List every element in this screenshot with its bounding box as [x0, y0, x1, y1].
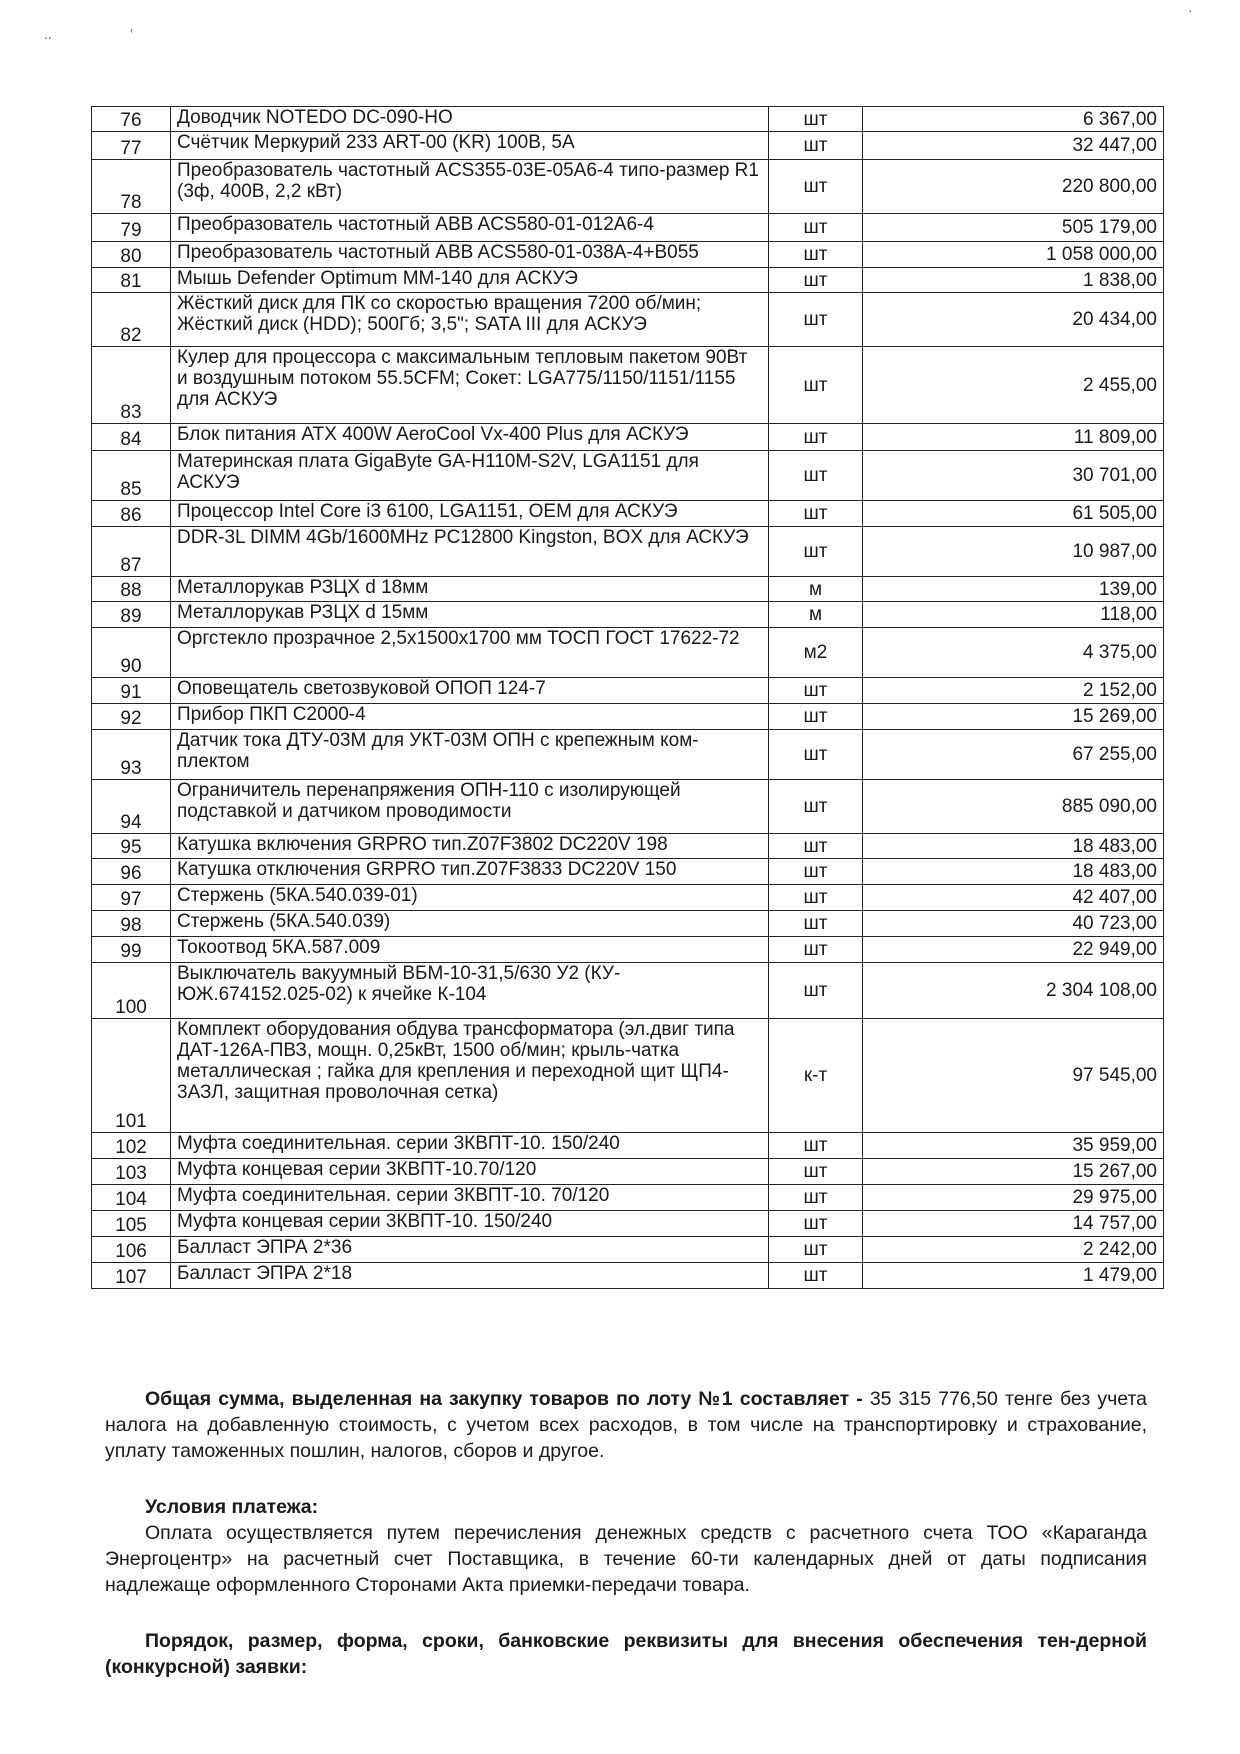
row-number: 88	[92, 577, 171, 602]
row-number: 99	[92, 937, 171, 963]
row-number: 107	[92, 1263, 171, 1289]
row-number: 102	[92, 1133, 171, 1159]
item-price: 2 304 108,00	[863, 963, 1164, 1019]
table-row	[92, 1211, 1164, 1237]
table-row	[92, 451, 1164, 501]
total-rest: тенге без учета налога на добавленную стоимость, с учетом всех расходов, в том числе на транспортировку и страхование, уплату таможенных пошлин, налогов, сборов и другое.	[105, 1388, 1148, 1462]
item-price: 40 723,00	[863, 911, 1164, 937]
payment-paragraph: Оплата осуществляется путем перечисления денежных средств с расчетного счета ТОО «Караганда Энергоцентр» на расчетный счет Поставщика, в течение 60-ти календарных дней от даты подписания надлежаще оформленного Сторонами Акта приемки-передачи товара.	[105, 1522, 1147, 1596]
item-unit: шт	[769, 1237, 863, 1263]
item-price: 10 987,00	[863, 527, 1164, 577]
total-paragraph	[105, 1386, 1147, 1464]
item-unit: м	[769, 602, 863, 628]
row-number: 97	[92, 885, 171, 911]
row-number: 98	[92, 911, 171, 937]
item-name: Катушка отключения GRPRO тип.Z07F3833 DC220V 150	[171, 859, 769, 885]
security-heading: Порядок, размер, форма, сроки, банковские реквизиты для внесения обеспечения тен-дерной (конкурсной) заявки:	[105, 1630, 1147, 1678]
row-number: 91	[92, 678, 171, 704]
item-price: 6 367,00	[863, 107, 1164, 132]
table-row	[92, 937, 1164, 963]
item-unit: шт	[769, 424, 863, 451]
item-price: 139,00	[863, 577, 1164, 602]
item-name: Стержень (5КА.540.039-01)	[171, 885, 769, 911]
item-price: 18 483,00	[863, 834, 1164, 859]
item-name: Материнская плата GigaByte GA-H110M-S2V, LGA1151 для АСКУЭ	[171, 451, 769, 501]
item-price: 61 505,00	[863, 501, 1164, 527]
item-price: 30 701,00	[863, 451, 1164, 501]
table-row	[92, 911, 1164, 937]
table-row	[92, 602, 1164, 628]
item-unit: шт	[769, 527, 863, 577]
item-price: 4 375,00	[863, 628, 1164, 678]
item-price: 29 975,00	[863, 1185, 1164, 1211]
item-name: Преобразователь частотный ACS355-03E-05A6-4 типо-размер R1 (3ф, 400В, 2,2 кВт)	[171, 160, 769, 214]
item-unit: шт	[769, 268, 863, 293]
row-number: 76	[92, 107, 171, 132]
item-price: 11 809,00	[863, 424, 1164, 451]
table-row	[92, 704, 1164, 730]
item-unit: к-т	[769, 1019, 863, 1133]
item-name: DDR-3L DIMM 4Gb/1600MHz PC12800 Kingston, BOX для АСКУЭ	[171, 527, 769, 577]
item-name: Муфта концевая серии 3КВПТ-10. 150/240	[171, 1211, 769, 1237]
item-name: Жёсткий диск для ПК со скоростью вращения 7200 об/мин; Жёсткий диск (HDD); 500Гб; 3,5"; SATA III для АСКУЭ	[171, 293, 769, 347]
item-price: 32 447,00	[863, 132, 1164, 160]
payment-heading: Условия платежа:	[145, 1496, 319, 1518]
item-price: 1 838,00	[863, 268, 1164, 293]
item-name: Ограничитель перенапряжения ОПН-110 с изолирующей подставкой и датчиком проводимости	[171, 780, 769, 834]
item-unit: шт	[769, 451, 863, 501]
item-unit: шт	[769, 347, 863, 424]
item-unit: шт	[769, 859, 863, 885]
table-row	[92, 963, 1164, 1019]
table-row	[92, 347, 1164, 424]
item-name: Балласт ЭПРА 2*18	[171, 1263, 769, 1289]
item-unit: шт	[769, 937, 863, 963]
table-row	[92, 678, 1164, 704]
item-price: 18 483,00	[863, 859, 1164, 885]
item-name: Блок питания ATX 400W AeroCool Vx-400 Plus для АСКУЭ	[171, 424, 769, 451]
table-row	[92, 132, 1164, 160]
item-price: 885 090,00	[863, 780, 1164, 834]
item-name: Муфта соединительная. серии 3КВПТ-10. 150/240	[171, 1133, 769, 1159]
item-unit: шт	[769, 780, 863, 834]
row-number: 77	[92, 132, 171, 160]
item-name: Муфта соединительная. серии 3КВПТ-10. 70/120	[171, 1185, 769, 1211]
item-name: Преобразователь частотный ABB ACS580-01-038A-4+B055	[171, 242, 769, 268]
item-price: 2 242,00	[863, 1237, 1164, 1263]
item-unit: шт	[769, 132, 863, 160]
item-unit: шт	[769, 501, 863, 527]
row-number: 86	[92, 501, 171, 527]
table-row	[92, 885, 1164, 911]
item-unit: шт	[769, 730, 863, 780]
table-row	[92, 1019, 1164, 1133]
table-row	[92, 780, 1164, 834]
row-number: 100	[92, 963, 171, 1019]
item-unit: шт	[769, 678, 863, 704]
item-price: 2 455,00	[863, 347, 1164, 424]
item-name: Катушка включения GRPRO тип.Z07F3802 DC220V 198	[171, 834, 769, 859]
table-row	[92, 1133, 1164, 1159]
item-name: Преобразователь частотный ABB ACS580-01-012A6-4	[171, 214, 769, 242]
items-table	[91, 106, 1164, 1289]
table-row	[92, 834, 1164, 859]
item-name: Процессор Intel Core i3 6100, LGA1151, OEM для АСКУЭ	[171, 501, 769, 527]
item-name: Стержень (5КА.540.039)	[171, 911, 769, 937]
row-number: 105	[92, 1211, 171, 1237]
item-name: Счётчик Меркурий 233 ART-00 (KR) 100В, 5А	[171, 132, 769, 160]
item-price: 35 959,00	[863, 1133, 1164, 1159]
item-price: 20 434,00	[863, 293, 1164, 347]
row-number: 85	[92, 451, 171, 501]
item-price: 2 152,00	[863, 678, 1164, 704]
item-unit: шт	[769, 1133, 863, 1159]
items-table-body	[92, 107, 1164, 1289]
item-unit: шт	[769, 963, 863, 1019]
table-row	[92, 424, 1164, 451]
table-row	[92, 242, 1164, 268]
item-name: Выключатель вакуумный ВБМ-10-31,5/630 У2 (КУ-ЮЖ.674152.025-02) к ячейке К-104	[171, 963, 769, 1019]
row-number: 106	[92, 1237, 171, 1263]
row-number: 92	[92, 704, 171, 730]
item-unit: шт	[769, 293, 863, 347]
row-number: 89	[92, 602, 171, 628]
item-name: Кулер для процессора с максимальным тепловым пакетом 90Вт и воздушным потоком 55.5CFM; Сокет: LGA775/1150/1151/1155 для АСКУЭ	[171, 347, 769, 424]
table-row	[92, 160, 1164, 214]
row-number: 87	[92, 527, 171, 577]
scan-speck: ..	[44, 26, 52, 42]
row-number: 104	[92, 1185, 171, 1211]
item-name: Балласт ЭПРА 2*36	[171, 1237, 769, 1263]
scan-speck: ’	[130, 26, 134, 42]
item-name: Мышь Defender Optimum MM-140 для АСКУЭ	[171, 268, 769, 293]
item-name: Токоотвод 5КА.587.009	[171, 937, 769, 963]
item-unit: шт	[769, 242, 863, 268]
item-name: Датчик тока ДТУ-03М для УКТ-03М ОПН с крепежным ком-плектом	[171, 730, 769, 780]
total-lead: Общая сумма, выделенная на закупку товаров по лоту №1 составляет -	[145, 1388, 863, 1410]
item-unit: шт	[769, 1159, 863, 1185]
table-row	[92, 268, 1164, 293]
item-price: 67 255,00	[863, 730, 1164, 780]
item-unit: шт	[769, 107, 863, 132]
table-row	[92, 293, 1164, 347]
table-row	[92, 107, 1164, 132]
table-row	[92, 859, 1164, 885]
item-name: Комплект оборудования обдува трансформатора (эл.двиг типа ДАТ-126А-ПВЗ, мощн. 0,25кВт, 1500 об/мин; крыль-чатка металлическая ; гайка для крепления и переходной щит ЩП4-3АЗЛ, защитная проволочная сетка)	[171, 1019, 769, 1133]
row-number: 82	[92, 293, 171, 347]
item-price: 15 267,00	[863, 1159, 1164, 1185]
table-row	[92, 1237, 1164, 1263]
item-price: 505 179,00	[863, 214, 1164, 242]
item-unit: шт	[769, 1263, 863, 1289]
item-unit: м	[769, 577, 863, 602]
table-row	[92, 1263, 1164, 1289]
item-unit: шт	[769, 834, 863, 859]
item-unit: шт	[769, 1185, 863, 1211]
row-number: 80	[92, 242, 171, 268]
item-name: Оргстекло прозрачное 2,5х1500х1700 мм ТОСП ГОСТ 17622-72	[171, 628, 769, 678]
row-number: 83	[92, 347, 171, 424]
table-row	[92, 730, 1164, 780]
row-number: 103	[92, 1159, 171, 1185]
item-unit: шт	[769, 1211, 863, 1237]
table-row	[92, 501, 1164, 527]
table-row	[92, 1185, 1164, 1211]
item-price: 97 545,00	[863, 1019, 1164, 1133]
item-price: 22 949,00	[863, 937, 1164, 963]
row-number: 96	[92, 859, 171, 885]
item-price: 220 800,00	[863, 160, 1164, 214]
total-amount: 35 315 776,50	[869, 1388, 998, 1410]
item-price: 118,00	[863, 602, 1164, 628]
item-unit: шт	[769, 885, 863, 911]
item-unit: шт	[769, 704, 863, 730]
row-number: 79	[92, 214, 171, 242]
row-number: 101	[92, 1019, 171, 1133]
item-name: Доводчик NOTEDO DC-090-HO	[171, 107, 769, 132]
row-number: 90	[92, 628, 171, 678]
item-price: 15 269,00	[863, 704, 1164, 730]
row-number: 95	[92, 834, 171, 859]
table-row	[92, 577, 1164, 602]
table-row	[92, 1159, 1164, 1185]
row-number: 78	[92, 160, 171, 214]
row-number: 81	[92, 268, 171, 293]
item-unit: шт	[769, 911, 863, 937]
item-price: 42 407,00	[863, 885, 1164, 911]
item-name: Муфта концевая серии 3КВПТ-10.70/120	[171, 1159, 769, 1185]
table-row	[92, 214, 1164, 242]
item-price: 1 058 000,00	[863, 242, 1164, 268]
item-unit: м2	[769, 628, 863, 678]
item-unit: шт	[769, 214, 863, 242]
scan-speck: ·	[1188, 2, 1193, 18]
item-name: Металлорукав РЗЦХ d 18мм	[171, 577, 769, 602]
row-number: 93	[92, 730, 171, 780]
table-row	[92, 628, 1164, 678]
row-number: 94	[92, 780, 171, 834]
item-name: Металлорукав РЗЦХ d 15мм	[171, 602, 769, 628]
item-price: 14 757,00	[863, 1211, 1164, 1237]
item-price: 1 479,00	[863, 1263, 1164, 1289]
item-unit: шт	[769, 160, 863, 214]
item-name: Прибор ПКП С2000-4	[171, 704, 769, 730]
item-name: Оповещатель светозвуковой ОПОП 124-7	[171, 678, 769, 704]
table-row	[92, 527, 1164, 577]
row-number: 84	[92, 424, 171, 451]
